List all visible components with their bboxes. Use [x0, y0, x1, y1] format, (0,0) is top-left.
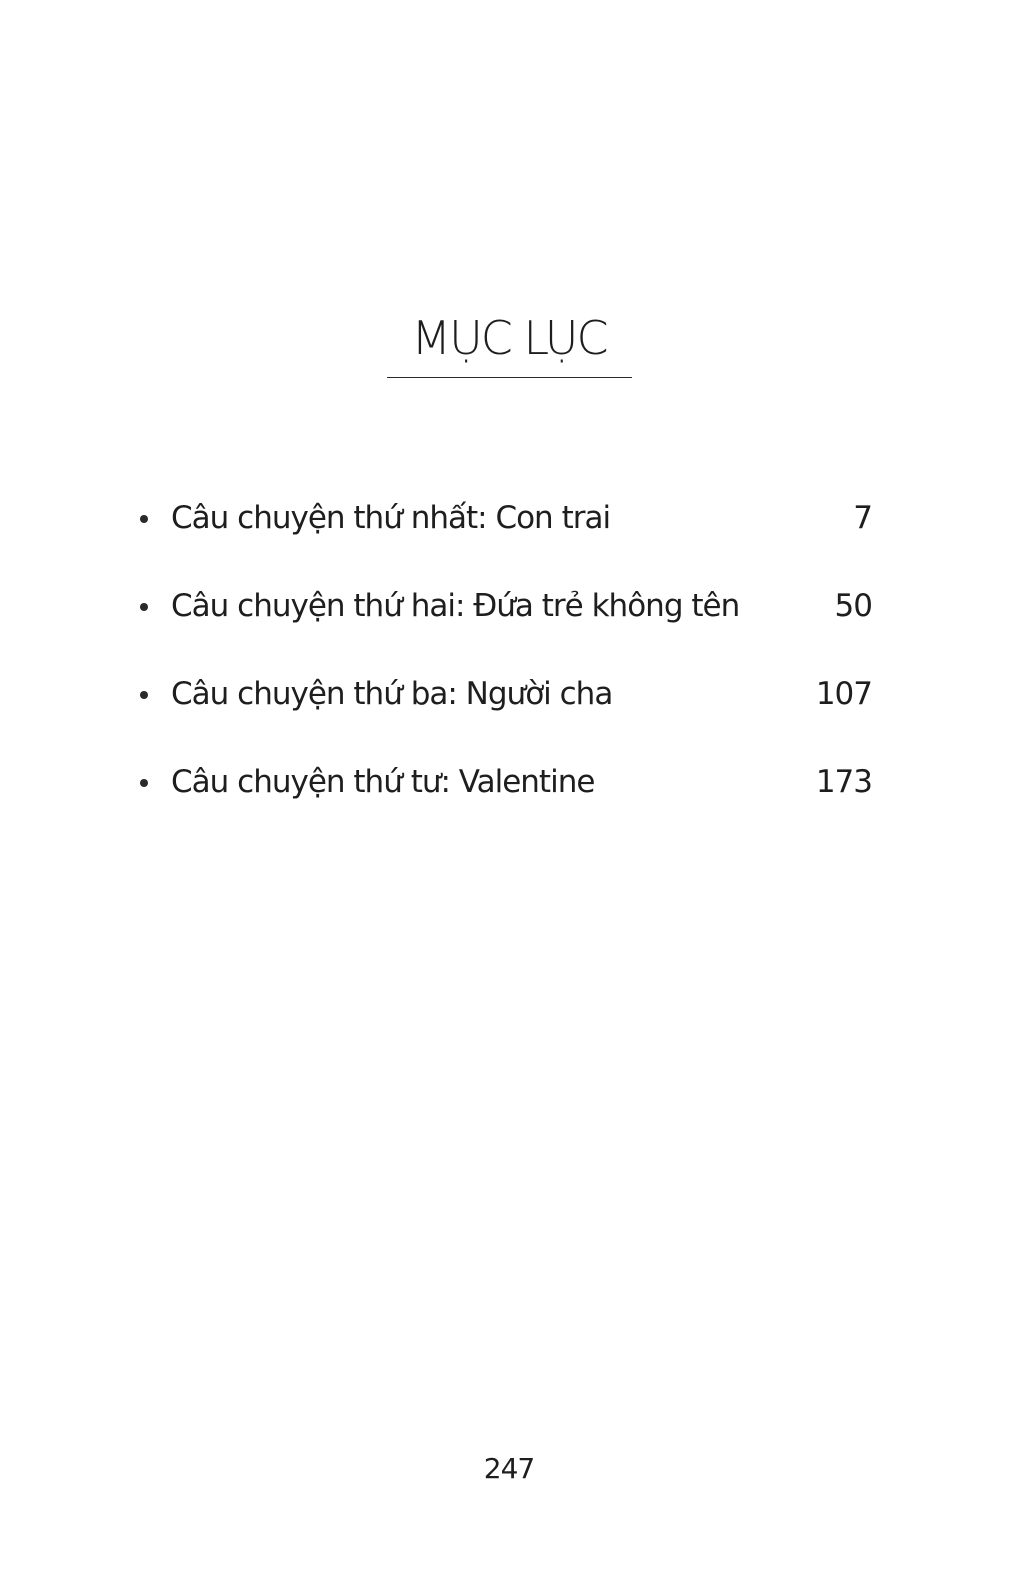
bullet-icon: [140, 515, 148, 523]
toc-entry-page: 50: [834, 588, 872, 624]
page-title: MỤC LỤC: [411, 311, 607, 365]
toc-entry-title: Câu chuyện thứ ba: Người cha: [171, 676, 613, 712]
page-number: 247: [483, 1452, 535, 1485]
toc-entry-title: Câu chuyện thứ tư: Valentine: [171, 764, 595, 800]
toc-entry-page: 7: [853, 500, 872, 536]
bullet-icon: [140, 603, 148, 611]
toc-entry-title: Câu chuyện thứ nhất: Con trai: [171, 500, 611, 536]
toc-entry-2[interactable]: [140, 584, 872, 672]
toc-entry-3[interactable]: [140, 672, 872, 760]
toc-entry-4[interactable]: [140, 760, 872, 848]
title-underline: [387, 377, 632, 378]
toc-entry-1[interactable]: [140, 496, 872, 584]
bullet-icon: [140, 691, 148, 699]
toc-entry-page: 107: [815, 676, 872, 712]
toc-entry-page: 173: [815, 764, 872, 800]
bullet-icon: [140, 779, 148, 787]
table-of-contents: [140, 496, 872, 848]
toc-entry-title: Câu chuyện thứ hai: Đứa trẻ không tên: [171, 588, 740, 624]
